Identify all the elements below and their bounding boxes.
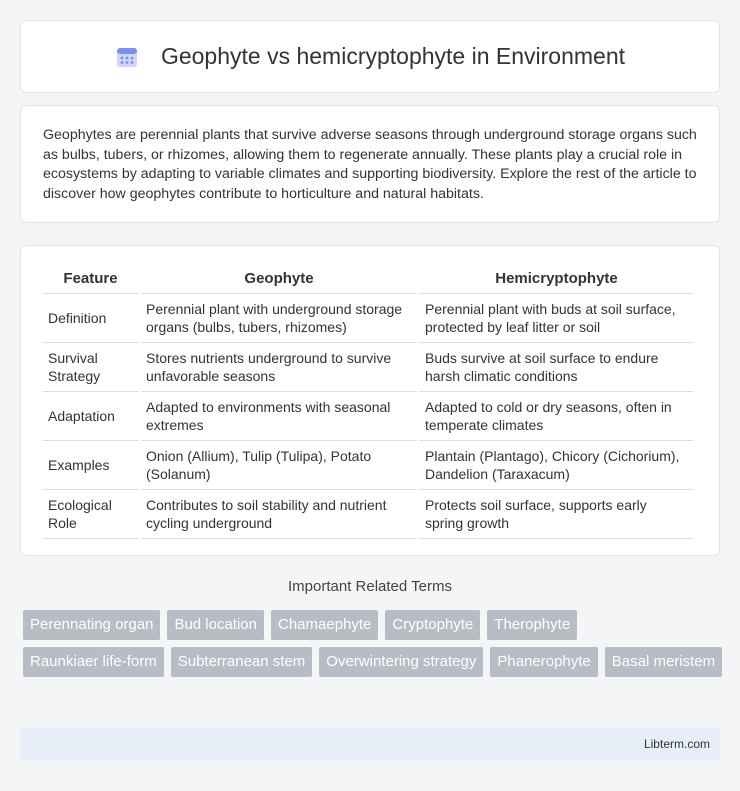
header-feature: Feature <box>43 264 138 294</box>
related-term-tag[interactable]: Subterranean stem <box>171 647 313 677</box>
related-term-tag[interactable]: Chamaephyte <box>271 610 378 640</box>
comparison-table <box>40 264 696 539</box>
comparison-card <box>20 245 720 556</box>
related-terms-list <box>23 610 723 677</box>
related-terms-title: Important Related Terms <box>288 578 452 595</box>
row-feature: Definition <box>43 294 138 343</box>
related-term-tag[interactable]: Overwintering strategy <box>319 647 483 677</box>
intro-card <box>20 105 720 223</box>
row-hemicryptophyte: Plantain (Plantago), Chicory (Cichorium), Dandelion (Taraxacum) <box>420 441 693 490</box>
row-feature: Examples <box>43 441 138 490</box>
related-term-tag[interactable]: Phanerophyte <box>490 647 597 677</box>
row-geophyte: Adapted to environments with seasonal extremes <box>141 392 417 441</box>
row-geophyte: Onion (Allium), Tulip (Tulipa), Potato (Solanum) <box>141 441 417 490</box>
table-row <box>43 343 693 392</box>
related-term-tag[interactable]: Bud location <box>167 610 264 640</box>
title-card <box>20 20 720 93</box>
related-term-tag[interactable]: Basal meristem <box>605 647 722 677</box>
row-feature: Adaptation <box>43 392 138 441</box>
footer-site-link[interactable]: Libterm.com <box>643 737 710 751</box>
row-geophyte: Stores nutrients underground to survive unfavorable seasons <box>141 343 417 392</box>
related-term-tag[interactable]: Perennating organ <box>23 610 160 640</box>
header-geophyte: Geophyte <box>141 264 417 294</box>
related-term-tag[interactable]: Cryptophyte <box>385 610 480 640</box>
row-geophyte: Contributes to soil stability and nutrient cycling underground <box>141 490 417 539</box>
footer <box>20 728 720 760</box>
table-row <box>43 392 693 441</box>
row-hemicryptophyte: Perennial plant with buds at soil surface, protected by leaf litter or soil <box>420 294 693 343</box>
row-geophyte: Perennial plant with underground storage organs (bulbs, tubers, rhizomes) <box>141 294 417 343</box>
header-hemicryptophyte: Hemicryptophyte <box>420 264 693 294</box>
row-feature: Ecological Role <box>43 490 138 539</box>
table-row <box>43 441 693 490</box>
table-header-row <box>43 264 693 294</box>
row-hemicryptophyte: Adapted to cold or dry seasons, often in temperate climates <box>420 392 693 441</box>
row-hemicryptophyte: Buds survive at soil surface to endure harsh climatic conditions <box>420 343 693 392</box>
intro-text: Geophytes are perennial plants that survive adverse seasons through underground storage organs such as bulbs, tubers, or rhizomes, allowing them to regenerate annually. These plants play a crucial role in ecosystems by adapting to variable climates and supporting biodiversity. Explore the rest of the article to discover how geophytes contribute to horticulture and natural habitats. <box>43 127 697 202</box>
related-term-tag[interactable]: Therophyte <box>487 610 577 640</box>
row-hemicryptophyte: Protects soil surface, supports early spring growth <box>420 490 693 539</box>
calendar-icon <box>115 45 139 69</box>
row-feature: Survival Strategy <box>43 343 138 392</box>
table-row <box>43 490 693 539</box>
table-row <box>43 294 693 343</box>
page-title: Geophyte vs hemicryptophyte in Environment <box>160 43 626 69</box>
related-term-tag[interactable]: Raunkiaer life-form <box>23 647 164 677</box>
